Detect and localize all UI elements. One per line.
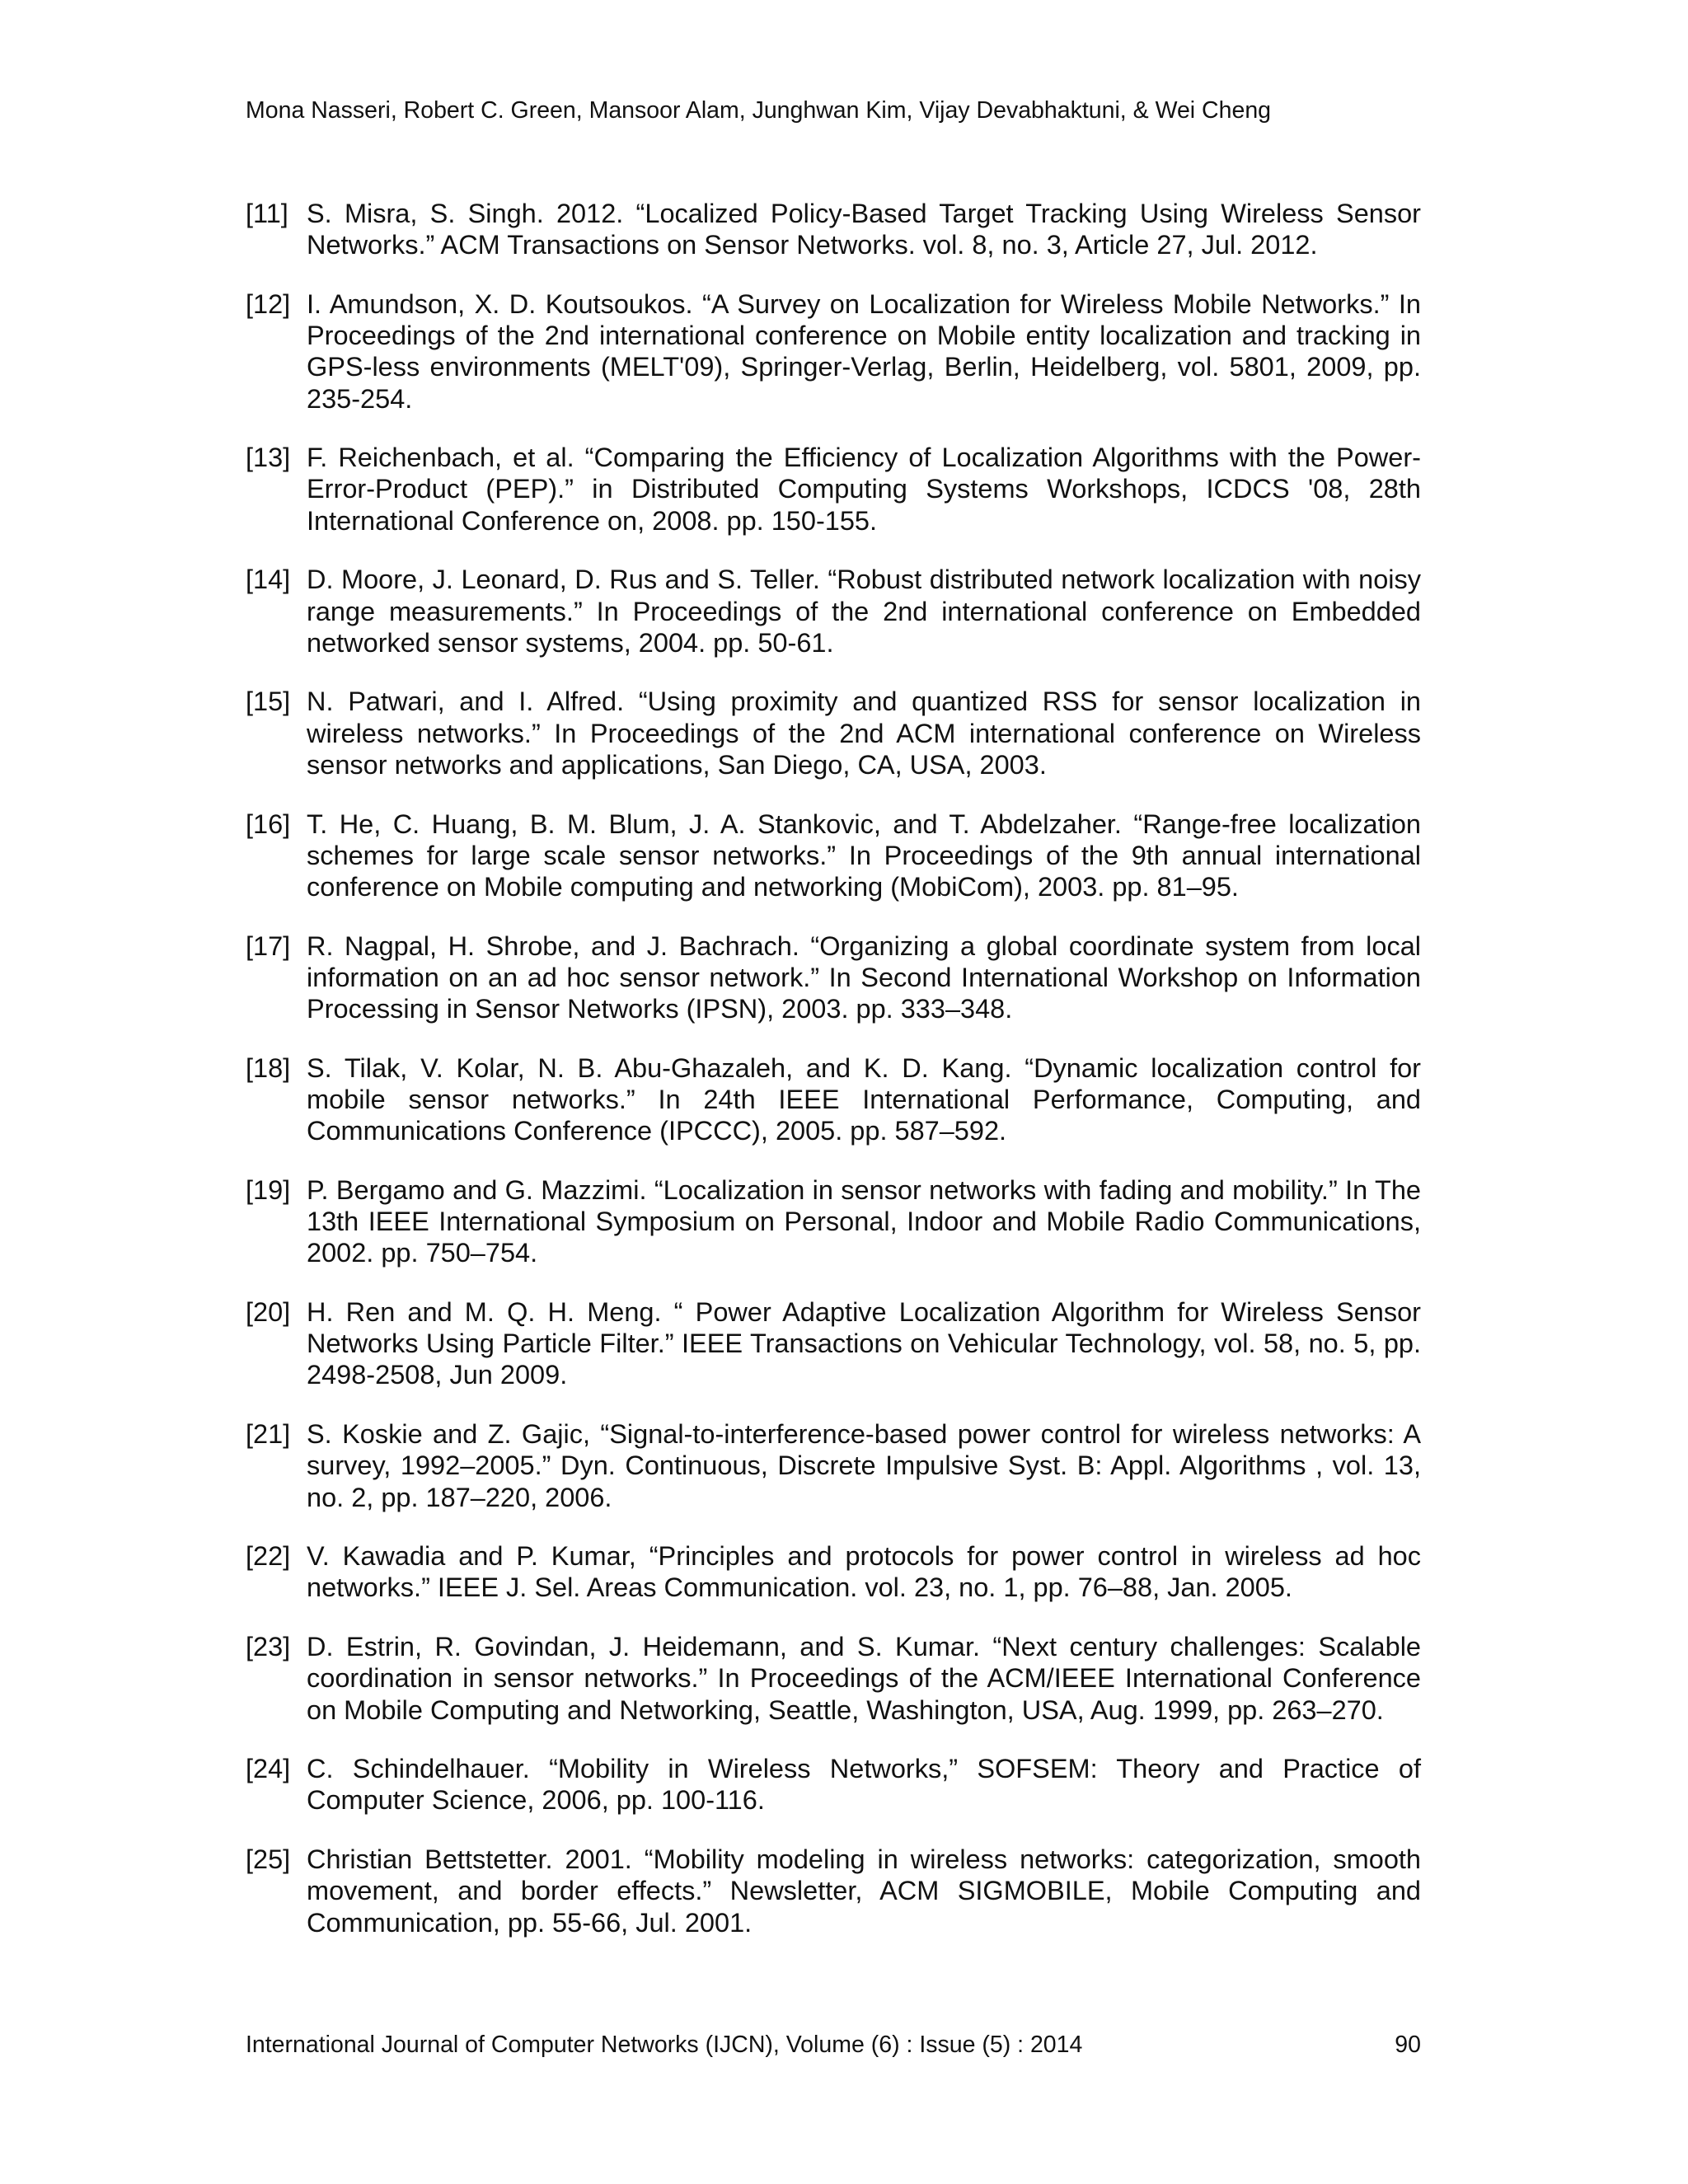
reference-text: C. Schindelhauer. “Mobility in Wireless Networks,” SOFSEM: Theory and Practice of Computer Science, 2006, pp. 100-116.: [307, 1754, 1421, 1816]
page-footer: [246, 2030, 1421, 2060]
reference-number: [17]: [246, 930, 291, 961]
reference-number: [19]: [246, 1174, 291, 1205]
reference-number: [14]: [246, 565, 291, 595]
reference-text: F. Reichenbach, et al. “Comparing the Efficiency of Localization Algorithms with the Power-Error-Product (PEP).” in Distributed Computing Systems Workshops, ICDCS '08, 28th International Conference on, 2008. pp. 150-155.: [307, 443, 1421, 536]
footer-journal-citation: International Journal of Computer Networks (IJCN), Volume (6) : Issue (5) : 2014: [246, 2032, 1083, 2058]
reference-item: [246, 1753, 1421, 1816]
reference-item: [246, 288, 1421, 415]
reference-item: [246, 1296, 1421, 1391]
reference-text: S. Misra, S. Singh. 2012. “Localized Policy-Based Target Tracking Using Wireless Sensor Networks.” ACM Transactions on Sensor Networks. vol. 8, no. 3, Article 27, Jul. 2012.: [307, 199, 1421, 260]
reference-text: Christian Bettstetter. 2001. “Mobility modeling in wireless networks: categorization, smooth movement, and border effects.” Newsletter, ACM SIGMOBILE, Mobile Computing and Communication, pp. 55-66, Jul. 2001.: [307, 1844, 1421, 1938]
reference-text: H. Ren and M. Q. H. Meng. “ Power Adaptive Localization Algorithm for Wireless Sensor Networks Using Particle Filter.” IEEE Transactions on Vehicular Technology, vol. 58, no. 5, pp. 2498-2508, Jun 2009.: [307, 1296, 1421, 1390]
reference-number: [24]: [246, 1754, 291, 1784]
reference-item: [246, 1418, 1421, 1513]
reference-text: V. Kawadia and P. Kumar, “Principles and protocols for power control in wireless ad hoc networks.” IEEE J. Sel. Areas Communication. vol. 23, no. 1, pp. 76–88, Jan. 2005.: [307, 1541, 1421, 1603]
reference-text: D. Estrin, R. Govindan, J. Heidemann, and S. Kumar. “Next century challenges: Scalable coordination in sensor networks.” In Proceedings of the ACM/IEEE International Conference on Mobile Computing and Networking, Seattle, Washington, USA, Aug. 1999, pp. 263–270.: [307, 1632, 1421, 1725]
reference-number: [13]: [246, 443, 291, 473]
reference-number: [18]: [246, 1052, 291, 1083]
reference-item: [246, 1631, 1421, 1726]
reference-number: [21]: [246, 1419, 291, 1450]
reference-item: [246, 198, 1421, 260]
reference-item: [246, 930, 1421, 1025]
reference-number: [11]: [246, 199, 288, 228]
reference-number: [15]: [246, 687, 291, 717]
reference-text: P. Bergamo and G. Mazzimi. “Localization in sensor networks with fading and mobility.” In The 13th IEEE International Symposium on Personal, Indoor and Mobile Radio Communications, 2002. pp. 750–754.: [307, 1174, 1421, 1268]
running-head-authors: Mona Nasseri, Robert C. Green, Mansoor Alam, Junghwan Kim, Vijay Devabhaktuni, & Wei Cheng: [246, 97, 1272, 124]
reference-number: [23]: [246, 1632, 291, 1662]
reference-item: [246, 1174, 1421, 1269]
reference-number: [22]: [246, 1541, 291, 1572]
reference-text: N. Patwari, and I. Alfred. “Using proximity and quantized RSS for sensor localization in wireless networks.” In Proceedings of the 2nd ACM international conference on Wireless sensor networks and applications, San Diego, CA, USA, 2003.: [307, 687, 1421, 780]
reference-text: I. Amundson, X. D. Koutsoukos. “A Survey on Localization for Wireless Mobile Networks.” In Proceedings of the 2nd international conference on Mobile entity localization and tracking in GPS-less environments (MELT'09), Springer-Verlag, Berlin, Heidelberg, vol. 5801, 2009, pp. 235-254.: [307, 288, 1421, 414]
reference-item: [246, 808, 1421, 903]
reference-text: S. Tilak, V. Kolar, N. B. Abu-Ghazaleh, and K. D. Kang. “Dynamic localization control for mobile sensor networks.” In 24th IEEE International Performance, Computing, and Communications Conference (IPCCC), 2005. pp. 587–592.: [307, 1052, 1421, 1146]
reference-item: [246, 442, 1421, 537]
reference-text: T. He, C. Huang, B. M. Blum, J. A. Stankovic, and T. Abdelzaher. “Range-free localization schemes for large scale sensor networks.” In Proceedings of the 9th annual international conference on Mobile computing and networking (MobiCom), 2003. pp. 81–95.: [307, 808, 1421, 902]
reference-list: [246, 198, 1421, 1966]
reference-number: [25]: [246, 1844, 291, 1875]
reference-number: [16]: [246, 808, 291, 839]
reference-text: S. Koskie and Z. Gajic, “Signal-to-interference-based power control for wireless networks: A survey, 1992–2005.” Dyn. Continuous, Discrete Impulsive Syst. B: Appl. Algorithms , vol. 13, no. 2, pp. 187–220, 2006.: [307, 1419, 1421, 1512]
reference-item: [246, 686, 1421, 780]
reference-item: [246, 564, 1421, 658]
reference-text: D. Moore, J. Leonard, D. Rus and S. Teller. “Robust distributed network localization with noisy range measurements.” In Proceedings of the 2nd international conference on Embedded networked sensor systems, 2004. pp. 50-61.: [307, 565, 1421, 658]
page-number: 90: [1395, 2032, 1421, 2058]
reference-item: [246, 1052, 1421, 1147]
reference-number: [20]: [246, 1296, 291, 1327]
reference-item: [246, 1844, 1421, 1938]
reference-number: [12]: [246, 288, 291, 319]
reference-item: [246, 1540, 1421, 1603]
reference-text: R. Nagpal, H. Shrobe, and J. Bachrach. “Organizing a global coordinate system from local information on an ad hoc sensor network.” In Second International Workshop on Information Processing in Sensor Networks (IPSN), 2003. pp. 333–348.: [307, 930, 1421, 1024]
